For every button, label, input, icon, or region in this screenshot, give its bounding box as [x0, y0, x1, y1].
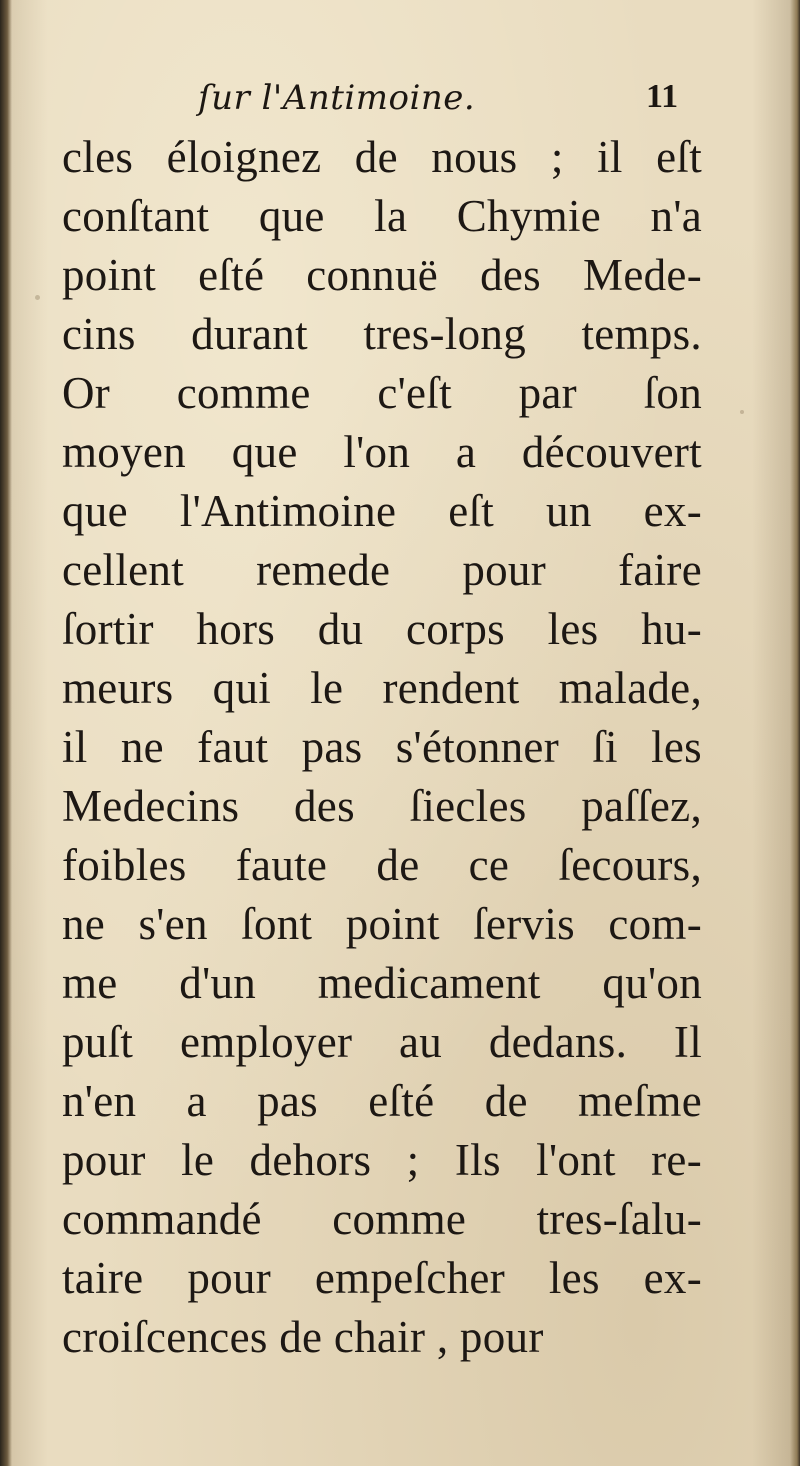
page-number: 11	[646, 78, 679, 115]
page-edge-shadow	[790, 0, 800, 1466]
text-line: croiſcences de chair , pour	[62, 1312, 544, 1362]
text-line: meurs qui le rendent malade,	[62, 663, 702, 713]
paper-speck	[35, 295, 40, 300]
text-line: cles éloignez de nous ; il eſt	[62, 132, 702, 182]
text-line: commandé comme tres-ſalu-	[62, 1194, 702, 1244]
text-line: ne s'en ſont point ſervis com-	[62, 899, 702, 949]
text-line: n'en a pas eſté de meſme	[62, 1076, 702, 1126]
text-line: puſt employer au dedans. Il	[62, 1017, 702, 1067]
text-line: point eſté connuë des Mede-	[62, 250, 702, 300]
paper-speck	[740, 410, 744, 414]
text-line: taire pour empeſcher les ex-	[62, 1253, 702, 1303]
text-line: que l'Antimoine eſt un ex-	[62, 486, 702, 536]
text-line: conſtant que la Chymie n'a	[62, 191, 702, 241]
text-line: ſortir hors du corps les hu-	[62, 604, 702, 654]
text-line: me d'un medicament qu'on	[62, 958, 702, 1008]
text-line: il ne faut pas s'étonner ſi les	[62, 722, 702, 772]
text-line: moyen que l'on a découvert	[62, 427, 702, 477]
text-line: foibles faute de ce ſecours,	[62, 840, 702, 890]
text-line: cins durant tres-long temps.	[62, 309, 702, 359]
body-text	[62, 128, 702, 1367]
running-title: ſur l'Antimoine.	[198, 78, 476, 118]
text-line: Medecins des ſiecles paſſez,	[62, 781, 702, 831]
page-gutter-shadow	[0, 0, 12, 1466]
text-line: pour le dehors ; Ils l'ont re-	[62, 1135, 702, 1185]
text-line: cellent remede pour faire	[62, 545, 702, 595]
text-line: Or comme c'eſt par ſon	[62, 368, 702, 418]
